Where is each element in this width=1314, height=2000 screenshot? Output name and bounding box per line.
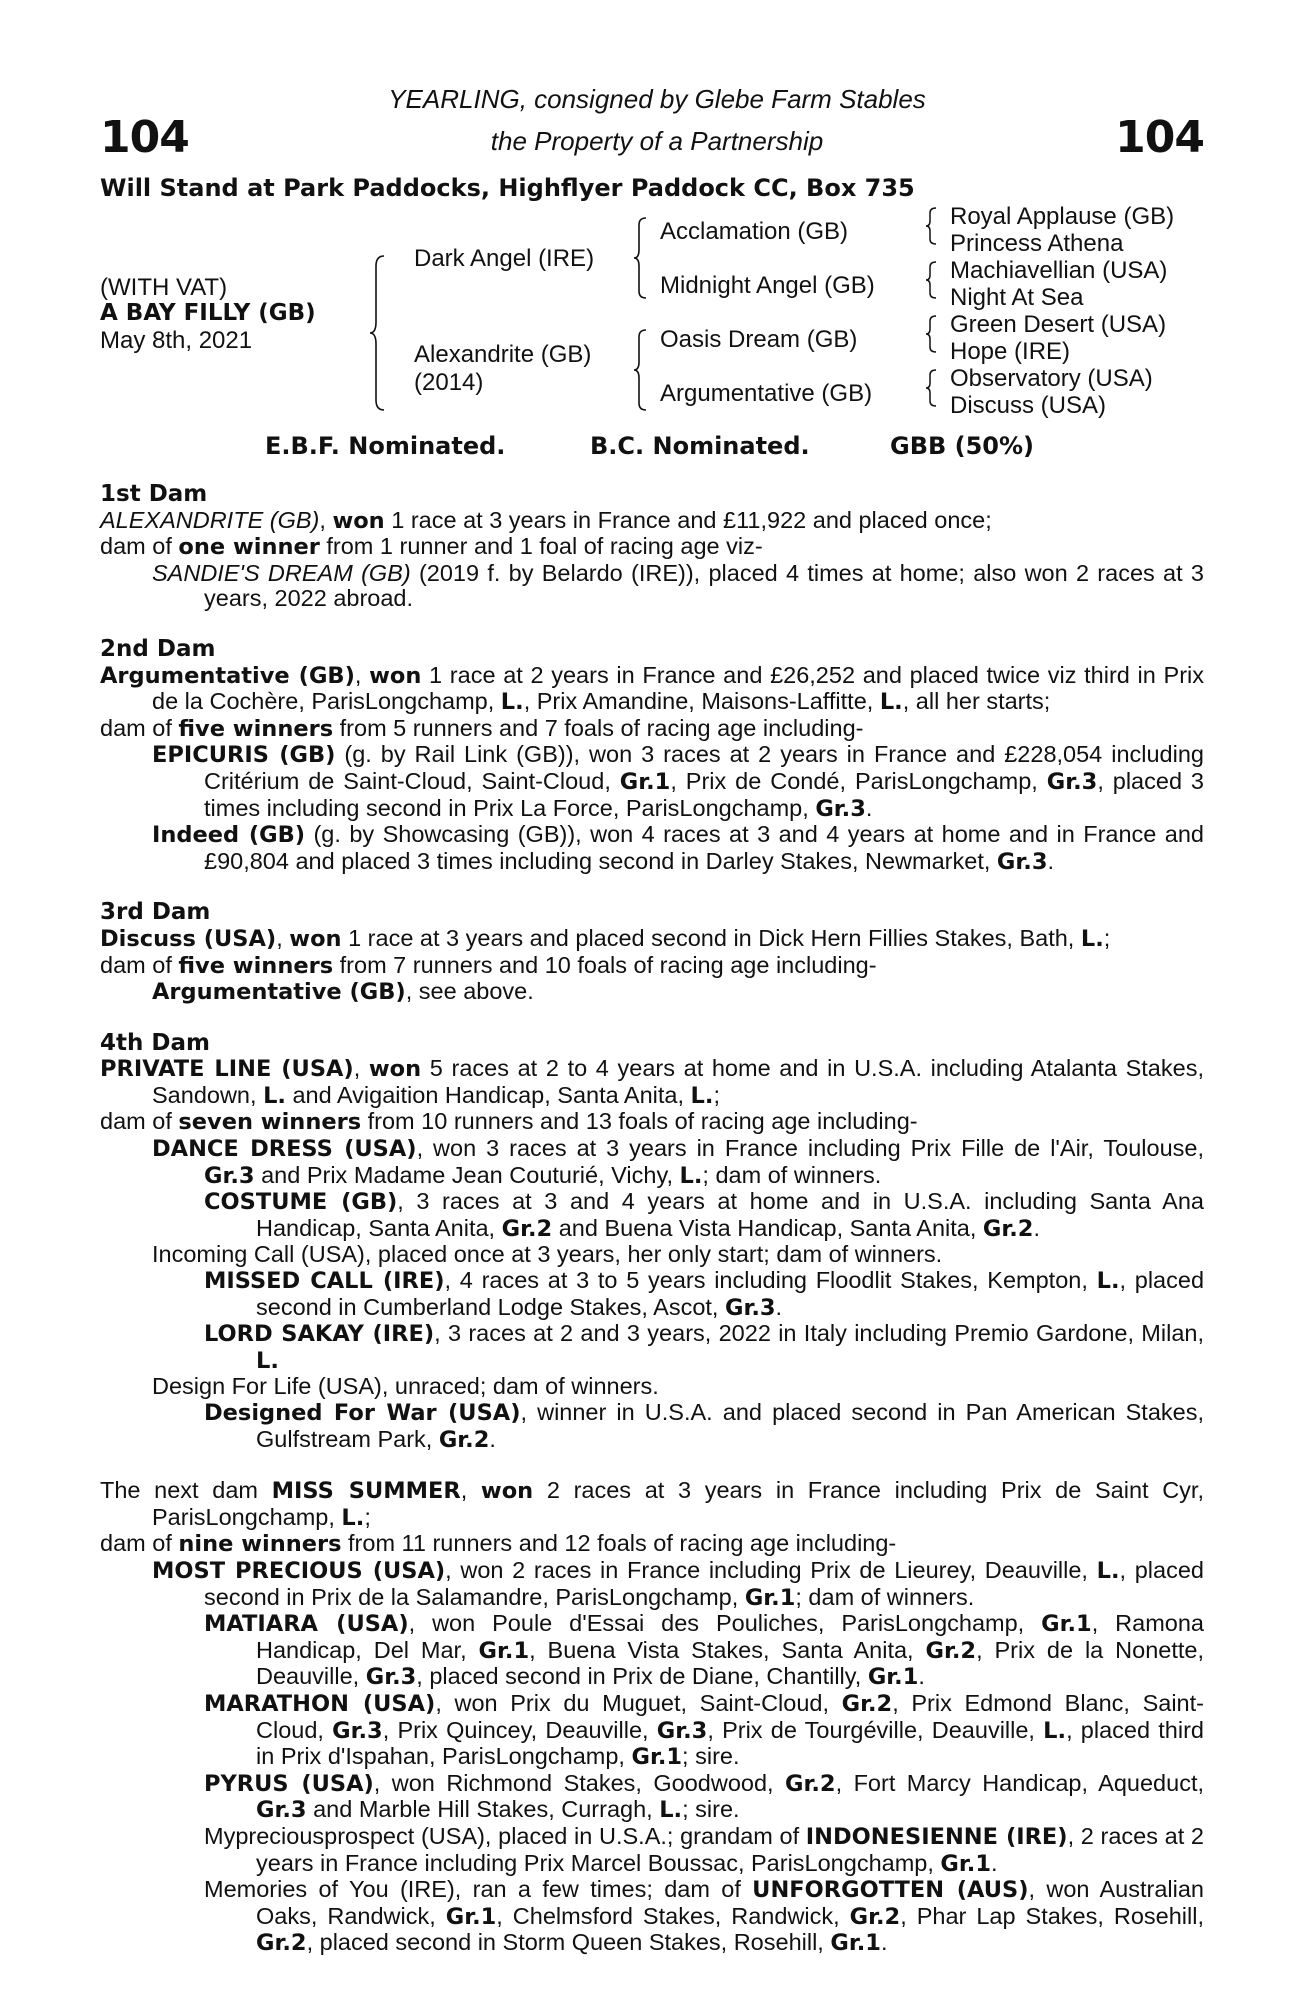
pedigree-brace-g4-1 xyxy=(924,206,938,246)
text: , Prix de Tourgéville, Deauville, xyxy=(707,1716,1044,1743)
text: , won Prix du Muguet, Saint-Cloud, xyxy=(435,1689,842,1716)
text: The next dam xyxy=(100,1477,272,1504)
text: , 2 races at 2 years in France including Prix Marcel Boussac, ParisLongchamp, xyxy=(256,1822,1204,1876)
text: , won Australian Oaks, Randwick, xyxy=(256,1876,1204,1929)
text: . xyxy=(990,1849,998,1876)
pedigree-entry xyxy=(100,1374,1204,1400)
bold-text: DANCE DRESS (USA) xyxy=(152,1136,417,1163)
text: , xyxy=(276,924,290,951)
gen4-2: Princess Athena xyxy=(950,230,1124,257)
gen4-7: Observatory (USA) xyxy=(950,365,1153,392)
text: , placed second in Prix de la Salamandre, ParisLongchamp, xyxy=(204,1556,1204,1610)
dam-heading: 4th Dam xyxy=(100,1029,210,1056)
bold-text: L. xyxy=(690,1082,714,1109)
bold-text: L. xyxy=(1096,1557,1120,1584)
bold-text: PRIVATE LINE (USA) xyxy=(100,1056,354,1083)
ebf-nomination: E.B.F. Nominated. xyxy=(265,432,506,460)
text: ; sire. xyxy=(682,1796,740,1823)
bold-text: Gr.2 xyxy=(849,1903,901,1930)
horse-name: A BAY FILLY (GB) xyxy=(100,300,316,326)
bold-text: Discuss (USA) xyxy=(100,925,277,952)
text: , placed second in Prix de Diane, Chantilly, xyxy=(416,1663,868,1690)
bold-text: won xyxy=(289,925,342,952)
text: , all her starts; xyxy=(902,688,1051,715)
text: , Prix Amandine, Maisons-Laffitte, xyxy=(523,688,880,715)
sire-name: Dark Angel (IRE) xyxy=(414,245,595,272)
pedigree-entry xyxy=(100,953,1204,980)
text: ; xyxy=(364,1503,371,1530)
italic-text: SANDIE'S DREAM (GB) xyxy=(152,559,411,586)
bold-text: Gr.2 xyxy=(925,1637,977,1664)
text: ; dam of winners. xyxy=(702,1161,882,1188)
text: , Buena Vista Stakes, Santa Anita, xyxy=(529,1636,926,1663)
text: , 3 races at 2 and 3 years, 2022 in Italy including Premio Gardone, Milan, xyxy=(434,1320,1204,1347)
bold-text: LORD SAKAY (IRE) xyxy=(204,1321,435,1348)
dam-section xyxy=(100,1478,1204,1957)
text: , Prix de Condé, ParisLongchamp, xyxy=(670,767,1047,794)
bold-text: MISSED CALL (IRE) xyxy=(204,1268,445,1295)
bold-text: COSTUME (GB) xyxy=(204,1189,398,1216)
text: (g. by Rail Link (GB)), won 3 races at 2 years in France and £228,054 including Critérium de Saint-Cloud, Saint-Cloud, xyxy=(204,741,1204,794)
bold-text: Gr.3 xyxy=(656,1717,708,1744)
text: and Marble Hill Stakes, Curragh, xyxy=(306,1796,660,1823)
bold-text: Gr.3 xyxy=(996,848,1048,875)
bold-text: won xyxy=(368,1056,422,1083)
dam-heading: 1st Dam xyxy=(100,481,208,507)
text: . xyxy=(489,1425,496,1452)
text: . xyxy=(1033,1214,1040,1241)
bold-text: L. xyxy=(1043,1717,1067,1744)
pedigree-entry xyxy=(100,1531,1204,1558)
bold-text: Gr.3 xyxy=(815,795,866,822)
text: from 10 runners and 13 foals of racing age including- xyxy=(361,1108,918,1135)
dam-section xyxy=(100,637,1204,875)
text: , won Poule d'Essai des Pouliches, ParisLongchamp, xyxy=(408,1610,1042,1637)
text: . xyxy=(775,1293,783,1320)
pedigree-entry xyxy=(100,1611,1204,1691)
text: from 1 runner and 1 foal of racing age viz- xyxy=(319,533,763,560)
gen4-5: Green Desert (USA) xyxy=(950,311,1167,338)
bold-text: L. xyxy=(500,689,524,716)
text: Incoming Call (USA), placed once at 3 years, her only start; dam of winners. xyxy=(152,1241,943,1268)
text: , Prix Edmond Blanc, Saint-Cloud, xyxy=(256,1689,1204,1743)
text: , Phar Lap Stakes, Rosehill, xyxy=(900,1902,1204,1929)
bold-text: seven winners xyxy=(178,1109,362,1136)
pedigree-brace-sire xyxy=(632,216,650,300)
text: , Ramona Handicap, Del Mar, xyxy=(256,1610,1204,1663)
bold-text: Gr.2 xyxy=(256,1930,307,1957)
pedigree-entry xyxy=(100,1242,1204,1268)
pedigree-entry xyxy=(100,1558,1204,1611)
gen4-6: Hope (IRE) xyxy=(950,338,1071,365)
text: , xyxy=(353,1055,369,1082)
text: . xyxy=(918,1663,925,1690)
text: dam of xyxy=(100,533,179,560)
gen4-1: Royal Applause (GB) xyxy=(950,203,1175,230)
dam-section xyxy=(100,900,1204,1005)
bc-nomination: B.C. Nominated. xyxy=(590,432,810,460)
bold-text: MOST PRECIOUS (USA) xyxy=(152,1557,446,1584)
stand-location: Will Stand at Park Paddocks, Highflyer Paddock CC, Box 735 xyxy=(100,174,915,202)
pedigree-entry xyxy=(100,1136,1204,1189)
bold-text: Gr.3 xyxy=(365,1664,417,1691)
bold-text: L. xyxy=(263,1082,286,1109)
italic-text: ALEXANDRITE (GB) xyxy=(100,506,320,533)
bold-text: L. xyxy=(1096,1268,1120,1295)
text: from 5 runners and 7 foals of racing age including- xyxy=(333,714,864,741)
text: Design For Life (USA), unraced; dam of winners. xyxy=(152,1373,659,1400)
text: and Avigaition Handicap, Santa Anita, xyxy=(285,1081,691,1108)
bold-text: Gr.2 xyxy=(982,1215,1034,1242)
text: dam of xyxy=(100,714,179,741)
pedigree-entry xyxy=(100,508,1204,535)
pedigree-entry xyxy=(100,926,1204,953)
text: from 7 runners and 10 foals of racing age including- xyxy=(333,951,877,978)
text: ; xyxy=(1103,924,1111,951)
pedigree-entry xyxy=(100,1824,1204,1877)
pedigree-entry xyxy=(100,979,1204,1006)
pedigree-entry xyxy=(100,1109,1204,1136)
text: ; sire. xyxy=(682,1743,740,1770)
text: , placed second in Cumberland Lodge Stakes, Ascot, xyxy=(256,1267,1205,1320)
bold-text: Gr.1 xyxy=(619,768,671,795)
gen4-3: Machiavellian (USA) xyxy=(950,257,1168,284)
bold-text: Gr.3 xyxy=(724,1294,776,1321)
bold-text: Gr.3 xyxy=(256,1797,307,1824)
gen3-sire-dam: Midnight Angel (GB) xyxy=(660,272,875,299)
pedigree-entry xyxy=(100,1400,1204,1453)
bold-text: Gr.1 xyxy=(478,1637,530,1664)
text: (2019 f. by Belardo (IRE)), placed 4 times at home; also won 2 races at 3 years, 2022 abroad. xyxy=(204,559,1204,612)
text: dam of xyxy=(100,1108,179,1135)
text: , xyxy=(460,1477,481,1504)
text: 1 race at 3 years and placed second in Dick Hern Fillies Stakes, Bath, xyxy=(341,924,1081,951)
bold-text: Gr.2 xyxy=(438,1426,490,1453)
gen3-dam-dam: Argumentative (GB) xyxy=(660,380,873,407)
bold-text: EPICURIS (GB) xyxy=(152,742,336,769)
text: , xyxy=(319,506,333,533)
bold-text: Gr.3 xyxy=(1046,768,1098,795)
text: , placed third in Prix d'Ispahan, ParisLongchamp, xyxy=(256,1716,1204,1770)
bold-text: MARATHON (USA) xyxy=(204,1690,436,1717)
text: 1 race at 2 years in France and £26,252 and placed twice viz third in Prix de la Cochère, ParisLongchamp, xyxy=(152,661,1204,715)
gen4-4: Night At Sea xyxy=(950,284,1084,311)
bold-text: Argumentative (GB) xyxy=(100,662,355,689)
dam-section xyxy=(100,482,1204,612)
text: 2 races at 3 years in France including Prix de Saint Cyr, ParisLongchamp, xyxy=(152,1477,1204,1530)
bold-text: Gr.3 xyxy=(332,1717,383,1744)
pedigree-entry xyxy=(100,1189,1204,1242)
pedigree-brace-main xyxy=(368,254,388,412)
pedigree-brace-g4-3 xyxy=(924,314,938,354)
bold-text: Gr.3 xyxy=(204,1162,255,1189)
text: . xyxy=(865,794,873,821)
pedigree-brace-g4-2 xyxy=(924,260,938,300)
dam-year: (2014) xyxy=(414,369,484,396)
bold-text: INDONESIENNE (IRE) xyxy=(805,1823,1068,1850)
text: , won Richmond Stakes, Goodwood, xyxy=(373,1769,786,1796)
dam-section xyxy=(100,1031,1204,1454)
bold-text: Gr.1 xyxy=(867,1664,919,1691)
bold-text: L. xyxy=(679,1162,703,1189)
pedigree-brace-g4-4 xyxy=(924,368,938,408)
bold-text: MATIARA (USA) xyxy=(204,1611,409,1638)
bold-text: UNFORGOTTEN (AUS) xyxy=(752,1877,1029,1904)
bold-text: nine winners xyxy=(178,1531,342,1558)
text: and Prix Madame Jean Couturié, Vichy, xyxy=(254,1161,680,1188)
pedigree-entry xyxy=(100,742,1204,822)
text: 1 race at 3 years in France and £11,922 and placed once; xyxy=(384,506,992,533)
pedigree-entry xyxy=(100,1877,1204,1957)
text: , winner in U.S.A. and placed second in Pan American Stakes, Gulfstream Park, xyxy=(256,1399,1204,1452)
bold-text: Gr.1 xyxy=(744,1584,796,1611)
bold-text: MISS SUMMER xyxy=(271,1478,461,1505)
text: Memories of You (IRE), ran a few times; dam of xyxy=(204,1876,753,1903)
bold-text: won xyxy=(369,662,422,689)
pedigree-entry xyxy=(100,1321,1204,1374)
text: ; xyxy=(713,1081,720,1108)
dam-name: Alexandrite (GB) xyxy=(414,341,592,368)
bold-text: five winners xyxy=(178,952,334,979)
bold-text: Argumentative (GB) xyxy=(152,979,406,1006)
pedigree-entry xyxy=(100,663,1204,716)
pedigree-entry xyxy=(100,716,1204,743)
text: , see above. xyxy=(405,978,534,1005)
text: , Prix Quincey, Deauville, xyxy=(382,1716,657,1743)
text: , 3 races at 3 and 4 years at home and in U.S.A. including Santa Ana Handicap, Santa Anita, xyxy=(256,1188,1204,1241)
text: dam of xyxy=(100,1530,179,1557)
text: . xyxy=(880,1929,888,1956)
bold-text: L. xyxy=(341,1504,365,1531)
pedigree-entry xyxy=(100,534,1204,561)
text: , xyxy=(354,661,370,688)
text: , won 3 races at 3 years in France including Prix Fille de l'Air, Toulouse, xyxy=(416,1135,1204,1162)
consignment-line: YEARLING, consigned by Glebe Farm Stables xyxy=(388,84,926,114)
text: ; dam of winners. xyxy=(795,1583,975,1610)
bold-text: L. xyxy=(879,689,903,716)
pedigree-entry xyxy=(100,1691,1204,1771)
bold-text: L. xyxy=(1080,925,1104,952)
dam-heading: 2nd Dam xyxy=(100,635,216,662)
text: , placed second in Storm Queen Stakes, Rosehill, xyxy=(306,1929,831,1956)
pedigree-brace-dam xyxy=(632,328,650,412)
text: 5 races at 2 to 4 years at home and in U.S.A. including Atalanta Stakes, Sandown, xyxy=(152,1055,1204,1108)
text: , Prix de la Nonette, Deauville, xyxy=(256,1636,1204,1690)
text: , won 2 races in France including Prix de Lieurey, Deauville, xyxy=(445,1556,1097,1583)
bold-text: Gr.1 xyxy=(445,1903,497,1930)
bold-text: Gr.2 xyxy=(841,1690,893,1717)
bold-text: Indeed (GB) xyxy=(152,822,306,849)
bold-text: Gr.1 xyxy=(1041,1611,1092,1638)
bold-text: Gr.2 xyxy=(785,1770,836,1797)
bold-text: Gr.2 xyxy=(501,1215,553,1242)
gen3-dam-sire: Oasis Dream (GB) xyxy=(660,326,858,353)
pedigree-entry xyxy=(100,1478,1204,1531)
gen3-sire-sire: Acclamation (GB) xyxy=(660,218,849,245)
catalogue-body xyxy=(100,482,1204,1982)
gen4-8: Discuss (USA) xyxy=(950,392,1107,419)
dam-heading: 3rd Dam xyxy=(100,899,211,926)
text: (g. by Showcasing (GB)), won 4 races at 3 and 4 years at home and in France and £90,804 and placed 3 times including second in Darley Stakes, Newmarket, xyxy=(204,821,1204,874)
lot-number-right: 104 xyxy=(1115,112,1204,163)
bold-text: Gr.1 xyxy=(631,1744,683,1771)
text: from 11 runners and 12 foals of racing age including- xyxy=(341,1530,897,1557)
text: , 4 races at 3 to 5 years including Floodlit Stakes, Kempton, xyxy=(444,1267,1097,1294)
text: and Buena Vista Handicap, Santa Anita, xyxy=(552,1214,983,1241)
bold-text: Gr.1 xyxy=(830,1930,881,1957)
bold-text: won xyxy=(480,1478,534,1505)
bold-text: PYRUS (USA) xyxy=(204,1770,374,1797)
pedigree-entry xyxy=(100,1268,1204,1321)
bold-text: L. xyxy=(659,1797,683,1824)
bold-text: won xyxy=(332,507,385,534)
text: . xyxy=(1047,847,1055,874)
pedigree-entry xyxy=(100,822,1204,875)
lot-number-left: 104 xyxy=(100,112,189,163)
property-line: the Property of a Partnership xyxy=(490,126,824,156)
bold-text: Gr.1 xyxy=(940,1850,991,1877)
date-of-birth: May 8th, 2021 xyxy=(100,327,253,354)
vat-note: (WITH VAT) xyxy=(100,274,228,301)
pedigree-entry xyxy=(100,561,1204,612)
bold-text: Designed For War (USA) xyxy=(204,1400,521,1426)
gbb-status: GBB (50%) xyxy=(890,432,1035,460)
text: , Chelmsford Stakes, Randwick, xyxy=(496,1902,850,1929)
pedigree-entry xyxy=(100,1056,1204,1109)
text: dam of xyxy=(100,951,179,978)
bold-text: five winners xyxy=(178,715,334,742)
text: , Fort Marcy Handicap, Aqueduct, xyxy=(835,1769,1205,1796)
text: , placed 3 times including second in Prix La Force, ParisLongchamp, xyxy=(204,767,1205,821)
text: Mypreciousprospect (USA), placed in U.S.A.; grandam of xyxy=(204,1822,806,1849)
bold-text: L. xyxy=(256,1347,279,1374)
bold-text: one winner xyxy=(178,534,320,561)
pedigree-entry xyxy=(100,1771,1204,1824)
